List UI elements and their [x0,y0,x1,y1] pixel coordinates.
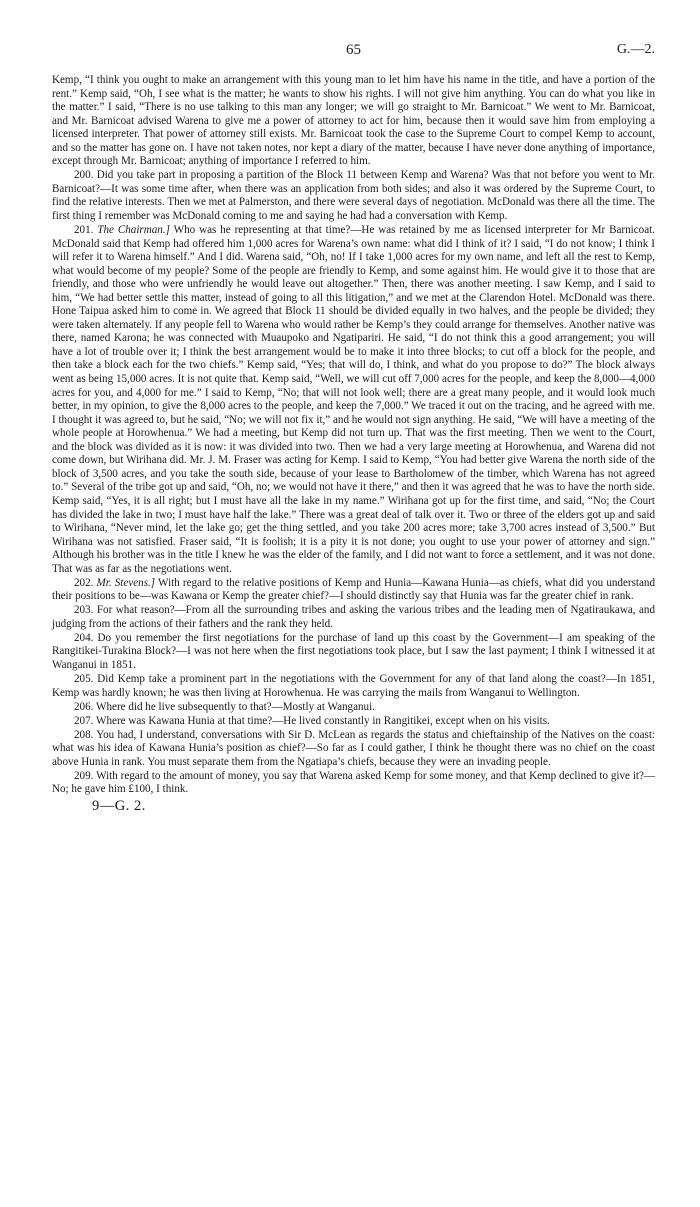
question-number: 209. [74,769,94,782]
speaker-lead: The Chairman.] [97,224,170,237]
question-207 [52,715,655,729]
question-206 [52,701,655,715]
question-200 [52,169,655,223]
question-number: 208. [74,728,94,741]
paragraph-text: Where was Kawana Hunia at that time?—He lived constantly in Rangitikei, except when on his visits. [96,714,550,727]
question-number: 201. [74,224,94,237]
speaker-lead: Mr. Stevens.] [96,576,156,589]
document-page [52,42,655,814]
question-number: 202. [74,576,94,589]
signature-mark: 9—G. 2. [92,797,146,814]
question-201 [52,224,655,576]
paragraph-text: Did you take part in proposing a partition of the Block 11 between Kemp and Warena? Was that not before you went to Mr. Barnicoat?—It was some time after, when there was an application from both sides; and also it was ordered by the Supreme Court, to find the relative interests. Then we met at Palmerston, and there were several days of negotiation. McDonald was there all the time. The first thing I remember was McDonald coming to me and saying he had had a conversation with Kemp. [52,169,655,222]
question-205 [52,673,655,700]
question-203 [52,604,655,631]
paragraph-text: With regard to the relative positions of Kemp and Hunia—Kawana Hunia—as chiefs, what did you understand their positions to be—was Kawana or Kemp the greater chief?—I should distinctly say that Hunia was far the greater chief in rank. [52,576,656,603]
paragraph-text: Do you remember the first negotiations for the purchase of land up this coast by the Government—I am speaking of the Rangitikei-Turakina Block?—I was not here when the first negotiations took place, but I saw the last payment; I think I witnessed it at Wanganui in 1851. [52,631,655,672]
document-reference: G.—2. [616,42,655,57]
page-number: 65 [346,42,361,58]
paragraph-text: With regard to the amount of money, you say that Warena asked Kemp for some money, and that Kemp declined to give it?—No; he gave him £100, I think. [52,769,655,796]
question-number: 206. [74,700,94,713]
question-number: 207. [74,714,94,727]
question-number: 205. [74,673,94,686]
paragraph-text: Who was he representing at that time?—He was retained by me as licensed interpreter for Mr Barnicoat. McDonald said that Kemp had offered him 1,000 acres for Warena’s own name: what did I think of it? I said, “I do not know; I think I will refer it to Warena himself.” And I did. Warena said, “Oh, no! If I take 1,000 acres for my own name, and left all the rest to Kemp, what would become of my people? Some of the people are friendly to Kemp, and some against him. He would give it to those that are friendly, and those who were unfriendly he would leave out altogether.” Then, there was another meeting. I saw Kemp, and I said to him, “We had better settle this matter, instead of going to all this litigation,” and we met at the Clarendon Hotel. McDonald was there. Hone Taipua asked him to come in. We agreed that Block 11 should be divided equally in two halves, and the people be divided; they were taken alternately. If any people fell to Warena who would rather be Kemp’s they could arrange for themselves. Another native was there, named Karona; he was connected with Muaupoko and Ngatipariri. He said, “I do not think this a good arrangement; you will have a lot of trouble over it; I think the best arrangement would be to make it into three blocks; to cut off a block for the people, and then take a block each for the two chiefs.” Kemp said, “Yes; that will do, I think, and what do you propose to do?” The block always went as being 15,000 acres. It is not quite that. Kemp said, “Well, we will cut off 7,000 acres for the people, and keep the 8,000—4,000 acres for you, and 4,000 for me.” I said to Kemp, “No; that will not look well; there are a great many people, and it would look much better, in my opinion, to give the 8,000 acres to the people, and keep the 7,000.” We traced it out on the tracing, and he agreed with me. I thought it was agreed to, but he said, “No; we will not fix it,” and he would not sign anything. He said, “We will have a meeting of the whole people at Horowhenua.” We had a meeting, but Kemp did not turn up. That was the first meeting. Then we went to the Court, and the block was divided as it is now: it was divided into two. Then we had a very large meeting at Horowhenua, and Warena did not come down, but Wirihana did. Mr. J. M. Fraser was acting for Kemp. I said to Kemp, “You had better give Warena the north side of the block of 3,500 acres, and you take the south side, because of your lease to Bartholomew of the timber, which Warena has not agreed to.” Several of the tribe got up and said, “Oh, no; we would not have it there,” and then it was agreed that he was to have the north side. Kemp said, “Yes, it is all right; but I must have all the lake in my name.” Wirihana got up for the first time, and said, “No; the Court has divided the lake in two; I must have half the lake.” There was a great deal of talk over it. Two or three of the elders got up and said to Wirihana, “Never mind, let the lake go; get the thing settled, and you take 200 acres more; take 3,700 acres instead of 3,500.” But Wirihana was not satisfied. Fraser said, “It is foolish; it is a pity it is not done; you ought to use your power of attorney and sign.” Although his brother was in the title I knew he was the elder of the family, and I did not want to force a settlement, and it was not done. That was as far as the negotiations went. [52,224,655,575]
document-body [52,74,655,814]
question-number: 204. [74,631,94,644]
question-number: 203. [74,604,94,617]
question-204 [52,632,655,673]
paragraph-text: For what reason?—From all the surrounding tribes and asking the various tribes and the leading men of Ngatiraukawa, and judging from the actions of their fathers and the rank they held. [52,604,655,630]
paragraph-text: Did Kemp take a prominent part in the negotiations with the Government for any of that land along the coast?—In 1851, Kemp was hardly known; he was then living at Horowhenua. He was carrying the mails from Wanganui to Wellington. [52,673,655,699]
page-header [52,42,655,70]
paragraph-text: Kemp, “I think you ought to make an arrangement with this young man to let him have his name in the title, and have a portion of the rent.” Kemp said, “Oh, I see what is the matter; he wants to show his rights. I will not give him anything. You can do what you like in the matter.” I said, “There is no use talking to this man any longer; we will go straight to Mr. Barnicoat.” We went to Mr. Barnicoat, and Mr. Barnicoat advised Warena to give me a power of attorney to act for him, because then it would save him from employing a licensed interpreter. That power of attorney still exists. Mr. Barnicoat took the case to the Supreme Court to compel Kemp to account, and so the matter has gone on. I have not taken notes, nor kept a diary of the matter, because I have never done anything of importance, except through Mr. Barnicoat; anything of importance I referred to him. [52,74,655,168]
paragraph-continuation [52,74,655,169]
question-209 [52,770,655,797]
question-208 [52,729,655,770]
paragraph-text: Where did he live subsequently to that?—Mostly at Wanganui. [96,700,375,713]
question-number: 200. [74,169,94,182]
paragraph-text: You had, I understand, conversations with Sir D. McLean as regards the status and chieftainship of the Natives on the coast: what was his idea of Kawana Hunia’s position as chief?—So far as I could gather, I think he thought there was no chief on the coast above Hunia in rank. You must separate them from the Ngatiapa’s chiefs, because they were an invading people. [52,728,655,768]
question-202 [52,577,655,604]
